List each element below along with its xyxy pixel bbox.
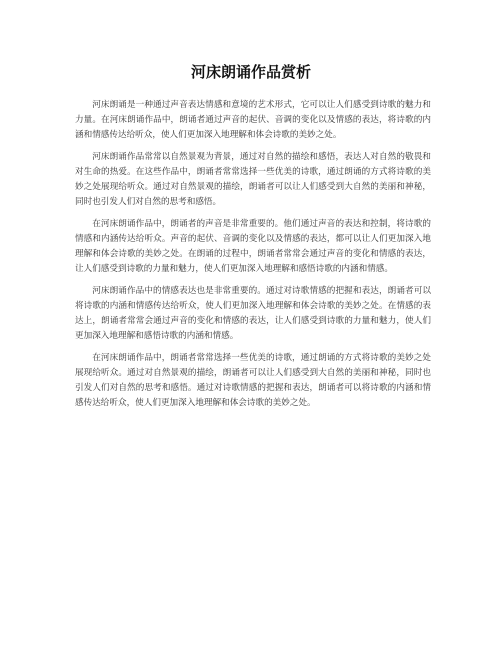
paragraph: 在河床朗诵作品中，朗诵者的声音是非常重要的。他们通过声音的表达和控制，将诗歌的情感和内涵传达给听众。声音的起伏、音调的变化以及情感的表达，都可以让人们更加深入地理解和体会诗歌的美妙之处。在朗诵的过程中，朗诵者常常会通过声音的变化和情感的表达，让人们感受到诗歌的力量和魅力，使人们更加深入地理解和感悟诗歌的内涵和情感。	[75, 219, 431, 274]
document-body	[75, 98, 431, 418]
paragraph: 河床朗诵作品常常以自然景观为背景，通过对自然的描绘和感悟，表达人对自然的敬畏和对生命的热爱。在这些作品中，朗诵者常常选择一些优美的诗歌，通过朗诵的方式将诗歌的美妙之处展现给听众。通过对自然景观的描绘，朗诵者可以让人们感受到大自然的美丽和神秘，同时也引发人们对自然的思考和感悟。	[75, 152, 431, 207]
document-title: 河床朗诵作品赏析	[190, 63, 311, 81]
paragraph: 河床朗诵作品中的情感表达也是非常重要的。通过对诗歌情感的把握和表达，朗诵者可以将诗歌的内涵和情感传达给听众，使人们更加深入地理解和体会诗歌的美妙之处。在情感的表达上，朗诵者常常会通过声音的变化和情感的表达，让人们感受到诗歌的力量和魅力，使人们更加深入地理解和感悟诗歌的内涵和情感。	[75, 286, 431, 341]
paragraph: 在河床朗诵作品中，朗诵者常常选择一些优美的诗歌，通过朗诵的方式将诗歌的美妙之处展现给听众。通过对自然景观的描绘，朗诵者可以让人们感受到大自然的美丽和神秘，同时也引发人们对自然的思考和感悟。通过对诗歌情感的把握和表达，朗诵者可以将诗歌的内涵和情感传达给听众，使人们更加深入地理解和体会诗歌的美妙之处。	[75, 353, 431, 408]
paragraph: 河床朗诵是一种通过声音表达情感和意境的艺术形式，它可以让人们感受到诗歌的魅力和力量。在河床朗诵作品中，朗诵者通过声音的起伏、音调的变化以及情感的表达，将诗歌的内涵和情感传达给听众，使人们更加深入地理解和体会诗歌的美妙之处。	[75, 100, 431, 140]
